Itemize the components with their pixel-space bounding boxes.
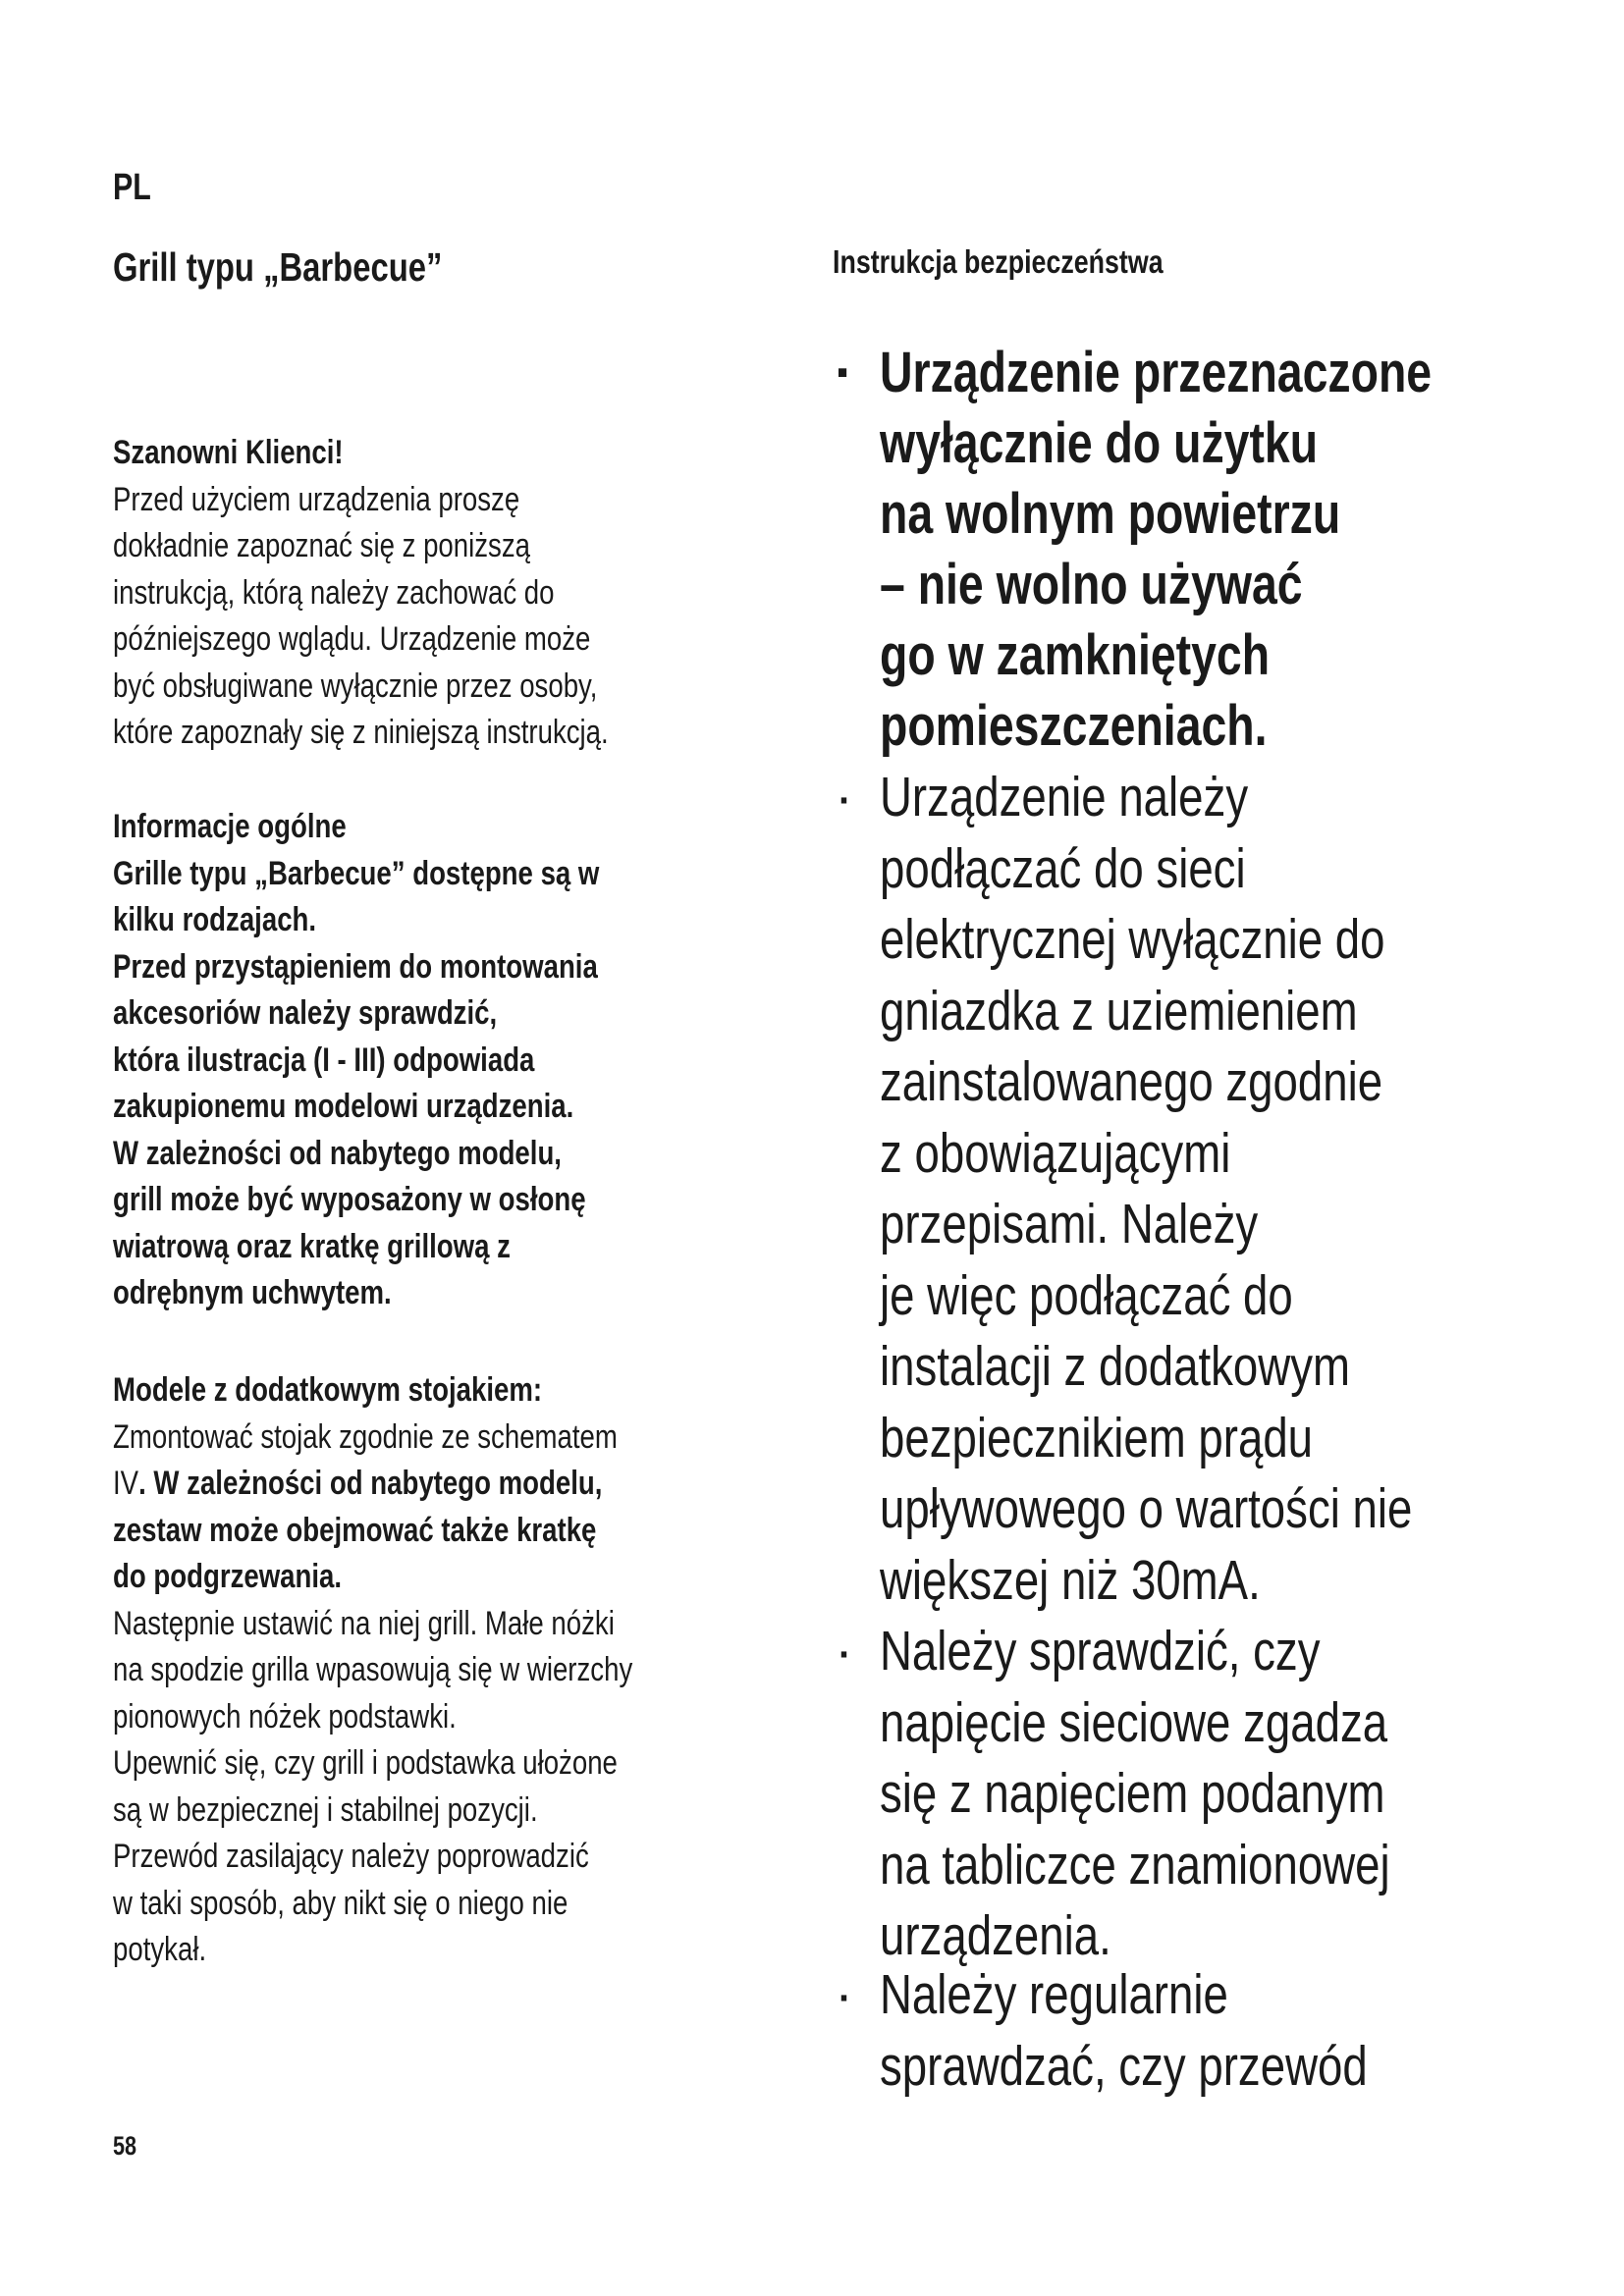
bullet-dot: ·: [835, 1963, 853, 2026]
bullet-line: bezpiecznikiem prądu: [880, 1406, 1314, 1469]
language-code: PL: [113, 167, 151, 208]
stand-line-bold: . W zależności od nabytego modelu,: [138, 1465, 603, 1502]
intro-line: być obsługiwane wyłącznie przez osoby,: [113, 667, 598, 705]
stand-line: Upewnić się, czy grill i podstawka ułożone: [113, 1744, 618, 1782]
general-line: W zależności od nabytego modelu,: [113, 1134, 562, 1172]
intro-line: Przed użyciem urządzenia proszę: [113, 480, 520, 518]
bullet-dot: ·: [835, 341, 854, 404]
stand-line: na spodzie grilla wpasowują się w wierzchy: [113, 1651, 633, 1688]
bullet-line: pomieszczeniach.: [880, 694, 1268, 758]
intro-line: dokładnie zapoznać się z poniższą: [113, 527, 530, 564]
stand-line: są w bezpiecznej i stabilnej pozycji.: [113, 1790, 538, 1829]
general-line: grill może być wyposażony w osłonę: [113, 1181, 586, 1218]
general-line: zakupionemu modelowi urządzenia.: [113, 1088, 574, 1125]
intro-line: instrukcją, którą należy zachować do: [113, 573, 555, 612]
bullet-line: na tabliczce znamionowej: [880, 1833, 1390, 1896]
bullet-line: się z napięciem podanym: [880, 1762, 1385, 1825]
safety-bullet-3: [833, 1616, 1518, 1972]
bullet-dot: ·: [835, 1620, 853, 1682]
intro-line: które zapoznały się z niniejszą instrukcją.: [113, 714, 609, 751]
bullet-line: je więc podłączać do: [880, 1263, 1293, 1327]
bullet-line: wyłącznie do użytku: [880, 411, 1319, 475]
general-line: Grille typu „Barbecue” dostępne są w: [113, 854, 600, 892]
bullet-line: na wolnym powietrzu: [880, 482, 1341, 546]
stand-heading: Modele z dodatkowym stojakiem:: [113, 1371, 543, 1409]
stand-section: [113, 1367, 763, 1974]
stand-line: do podgrzewania.: [113, 1558, 343, 1595]
bullet-line: z obowiązującymi: [880, 1121, 1231, 1185]
roman-numeral: IV: [113, 1465, 139, 1502]
stand-line: w taki sposób, aby nikt się o niego nie: [113, 1884, 568, 1922]
bullet-line: instalacji z dodatkowym: [880, 1335, 1351, 1398]
bullet-dot: ·: [835, 766, 853, 828]
bullet-line: podłączać do sieci: [880, 836, 1246, 900]
stand-line: [113, 1461, 763, 1508]
stand-line: pionowych nóżek podstawki.: [113, 1697, 457, 1735]
bullet-line: upływowego o wartości nie: [880, 1477, 1413, 1540]
bullet-line: większej niż 30mA.: [880, 1548, 1261, 1612]
bullet-line: · Należy regularnie: [833, 1959, 1489, 2031]
bullet-line: przepisami. Należy: [880, 1193, 1259, 1255]
safety-bullet-4: [833, 1959, 1489, 2102]
general-line: kilku rodzajach.: [113, 901, 317, 938]
general-info-section: [113, 804, 721, 1317]
bullet-line: · Urządzenie należy: [833, 762, 1545, 833]
bullet-line: – nie wolno używać: [880, 553, 1303, 616]
general-line: wiatrową oraz kratkę grillową z: [113, 1227, 511, 1265]
intro-section: [113, 430, 732, 757]
stand-line: Przewód zasilający należy poprowadzić: [113, 1838, 589, 1875]
bullet-line: gniazdka z uziemieniem: [880, 979, 1358, 1042]
bullet-line: urządzenia.: [880, 1904, 1111, 1967]
bullet-line: · Urządzenie przeznaczone: [833, 338, 1570, 408]
general-heading: Informacje ogólne: [113, 808, 347, 845]
bullet-line: elektrycznej wyłącznie do: [880, 908, 1385, 971]
general-line: która ilustracja (I - III) odpowiada: [113, 1041, 535, 1079]
safety-heading: Instrukcja bezpieczeństwa: [833, 244, 1164, 281]
intro-line: późniejszego wglądu. Urządzenie może: [113, 620, 591, 658]
page-number: 58: [113, 2131, 137, 2161]
bullet-line: · Należy sprawdzić, czy: [833, 1616, 1518, 1687]
stand-line: Zmontować stojak zgodnie ze schematem: [113, 1417, 618, 1456]
stand-line: Następnie ustawić na niej grill. Małe nóżki: [113, 1604, 615, 1642]
general-line: odrębnym uchwytem.: [113, 1274, 392, 1311]
intro-heading: Szanowni Klienci!: [113, 434, 344, 471]
general-line: Przed przystąpieniem do montowania: [113, 947, 598, 986]
stand-line: potykał.: [113, 1931, 207, 1968]
bullet-line: napięcie sieciowe zgadza: [880, 1690, 1388, 1754]
stand-line: zestaw może obejmować także kratkę: [113, 1511, 597, 1549]
page-title: Grill typu „Barbecue”: [113, 244, 443, 290]
safety-bullet-1: [833, 338, 1570, 762]
bullet-line: go w zamkniętych: [880, 623, 1271, 687]
bullet-line: sprawdzać, czy przewód: [880, 2034, 1368, 2098]
safety-bullet-2: [833, 762, 1545, 1616]
bullet-line: zainstalowanego zgodnie: [880, 1050, 1383, 1113]
general-line: akcesoriów należy sprawdzić,: [113, 994, 498, 1032]
